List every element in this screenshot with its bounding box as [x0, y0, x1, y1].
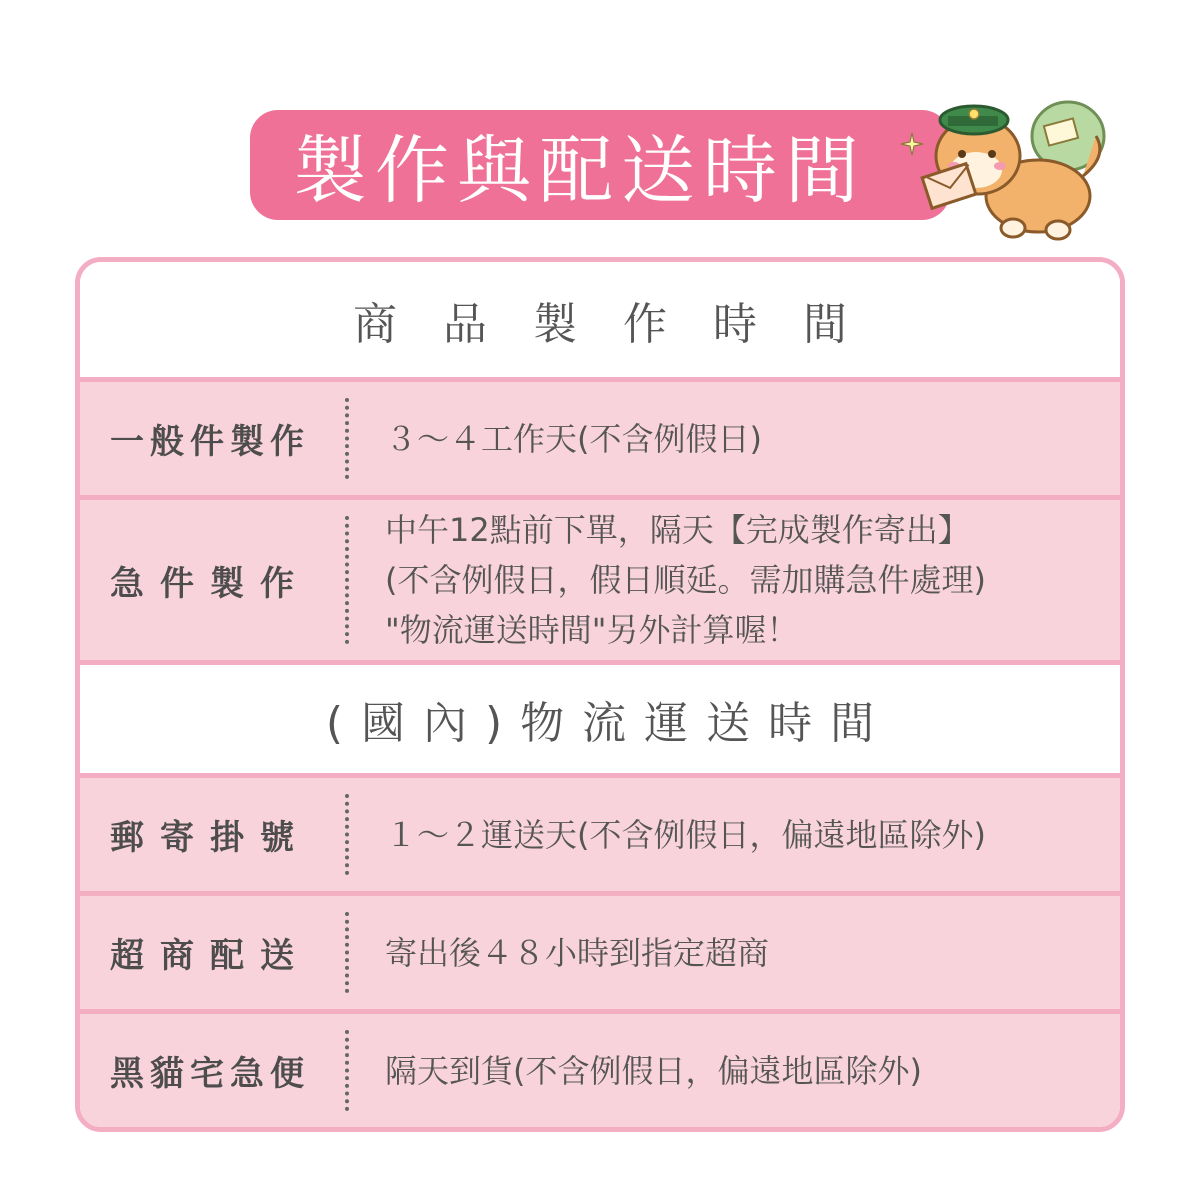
table-row	[80, 382, 1120, 500]
table-row	[80, 500, 1120, 665]
info-card	[75, 257, 1125, 1132]
section-heading-production: 商品製作時間	[80, 262, 1120, 382]
row-value-line: 中午12點前下單，隔天【完成製作寄出】	[385, 511, 970, 549]
row-value	[349, 414, 1120, 464]
row-value-line: "物流運送時間"另外計算喔！	[385, 611, 799, 649]
row-label: 郵寄掛號	[110, 818, 310, 858]
table-row	[80, 778, 1120, 896]
row-label: 一般件製作	[110, 422, 310, 462]
row-value-line: １～２運送天(不含例假日，偏遠地區除外)	[385, 815, 986, 854]
title-banner	[250, 110, 950, 220]
row-value	[349, 810, 1120, 860]
row-value	[349, 928, 1120, 978]
row-value	[349, 1046, 1120, 1096]
row-value-line: ３～４工作天(不含例假日)	[385, 419, 762, 458]
row-label: 急件製作	[110, 563, 310, 604]
table-row	[80, 896, 1120, 1014]
page-title: 製作與配送時間	[293, 128, 867, 214]
row-label: 超商配送	[110, 936, 310, 976]
row-value-line: (不含例假日，假日順延。需加購急件處理)	[385, 561, 986, 599]
shiba-mail-carrier-icon	[918, 86, 1118, 246]
table-row	[80, 1014, 1120, 1127]
row-label: 黑貓宅急便	[110, 1054, 310, 1094]
section-heading-shipping: (國內)物流運送時間	[80, 660, 1120, 778]
row-value	[349, 505, 1120, 655]
row-value-line: 寄出後４８小時到指定超商	[385, 933, 770, 972]
row-value-line: 隔天到貨(不含例假日，偏遠地區除外)	[385, 1051, 922, 1090]
